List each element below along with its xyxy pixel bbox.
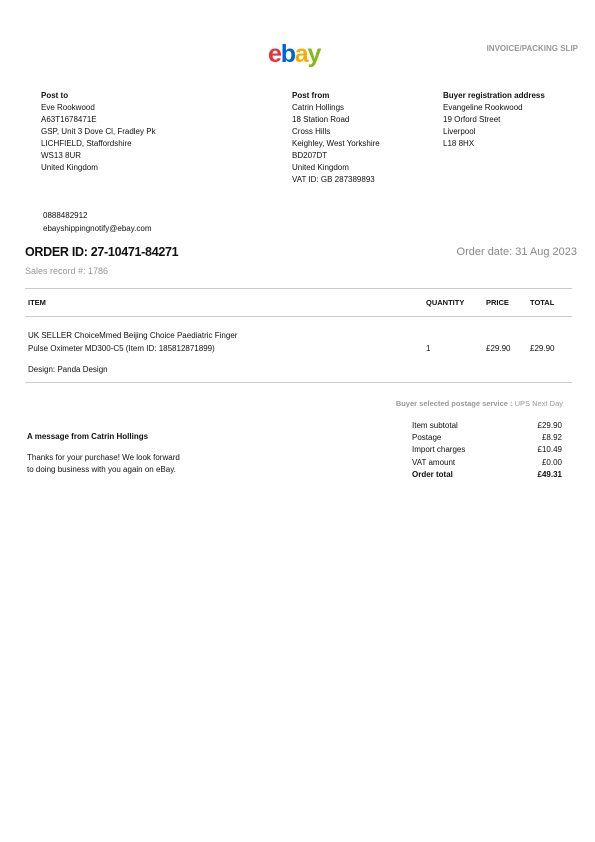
totals-label: Order total <box>412 469 453 479</box>
order-id: ORDER ID: 27-10471-84271 <box>25 245 179 259</box>
buyer-registration-line: Evangeline Rookwood <box>443 103 523 112</box>
post-to-heading: Post to <box>41 91 69 100</box>
post-from-line: Catrin Hollings <box>292 103 345 112</box>
col-header-price: PRICE <box>486 298 509 307</box>
seller-message-title: A message from Catrin Hollings <box>27 432 149 441</box>
totals-value: £0.00 <box>541 457 562 467</box>
col-header-item: ITEM <box>28 298 46 307</box>
post-to-line: A63T1678471E <box>41 115 97 124</box>
sales-record: Sales record #: 1786 <box>25 266 109 276</box>
buyer-registration-line: 19 Orford Street <box>443 115 501 124</box>
totals-value: £49.31 <box>537 469 562 479</box>
post-to-line: GSP, Unit 3 Dove Cl, Fradley Pk <box>41 127 156 136</box>
totals-label: Item subtotal <box>412 421 458 430</box>
col-header-quantity: QUANTITY <box>426 298 465 307</box>
totals-row-vat-amount <box>412 458 562 470</box>
buyer-registration-line: L18 8HX <box>443 139 475 148</box>
post-from-line: Cross Hills <box>292 127 331 136</box>
postage-service <box>396 399 563 408</box>
post-from-block <box>292 90 380 186</box>
document-title: INVOICE/PACKING SLIP <box>486 44 578 53</box>
contact-block <box>43 210 151 235</box>
divider <box>25 382 572 383</box>
item-description-line: Pulse Oximeter MD300-C5 (Item ID: 185812871899) <box>28 343 215 353</box>
phone-number: 0888482912 <box>43 211 88 220</box>
order-date: Order date: 31 Aug 2023 <box>456 246 577 258</box>
totals-label: Import charges <box>412 445 466 455</box>
post-from-heading: Post from <box>292 91 330 100</box>
item-quantity: 1 <box>426 344 431 353</box>
buyer-registration-line: Liverpool <box>443 127 476 136</box>
post-to-line: WS13 8UR <box>41 151 82 160</box>
totals-label: Postage <box>412 433 442 443</box>
col-header-total: TOTAL <box>530 298 555 307</box>
logo-letter-b: b <box>280 40 295 68</box>
divider <box>25 288 572 289</box>
post-from-line: 18 Station Road <box>292 115 350 124</box>
totals-row-import-charges <box>412 445 562 457</box>
item-price: £29.90 <box>486 344 511 353</box>
totals-block <box>412 421 562 482</box>
totals-label: VAT amount <box>412 457 456 467</box>
post-from-line: Keighley, West Yorkshire <box>292 139 380 148</box>
logo-letter-e: e <box>268 40 281 68</box>
logo-letter-a: a <box>294 40 308 68</box>
postage-service-value: UPS Next Day <box>514 399 563 408</box>
item-description-line: UK SELLER ChoiceMmed Beijing Choice Paediatric Finger <box>28 331 238 340</box>
item-design: Design: Panda Design <box>28 365 108 374</box>
post-from-line: BD207DT <box>292 151 328 160</box>
totals-value: £10.49 <box>537 445 562 455</box>
post-to-line: Eve Rookwood <box>41 103 95 112</box>
post-from-line: VAT ID: GB 287389893 <box>292 175 375 184</box>
totals-value: £29.90 <box>537 421 562 430</box>
contact-email: ebayshippingnotify@ebay.com <box>43 223 152 233</box>
post-from-line: United Kingdom <box>292 163 349 172</box>
logo-letter-y: y <box>307 40 321 68</box>
item-description <box>28 330 318 355</box>
totals-value: £8.92 <box>541 433 562 443</box>
ebay-logo <box>268 42 320 67</box>
seller-message-body: Thanks for your purchase! We look forward to doing business with you again on eBay. <box>27 453 180 474</box>
buyer-registration-block <box>443 90 545 150</box>
postage-service-label: Buyer selected postage service : <box>395 399 513 408</box>
totals-row-postage <box>412 433 562 445</box>
divider <box>25 316 572 317</box>
post-to-line: LICHFIELD, Staffordshire <box>41 139 132 148</box>
post-to-block <box>41 90 156 174</box>
totals-row-order-total <box>412 470 562 482</box>
buyer-registration-heading: Buyer registration address <box>443 91 545 100</box>
post-to-line: United Kingdom <box>41 163 98 172</box>
item-total: £29.90 <box>530 344 555 353</box>
totals-row-item-subtotal <box>412 421 562 433</box>
